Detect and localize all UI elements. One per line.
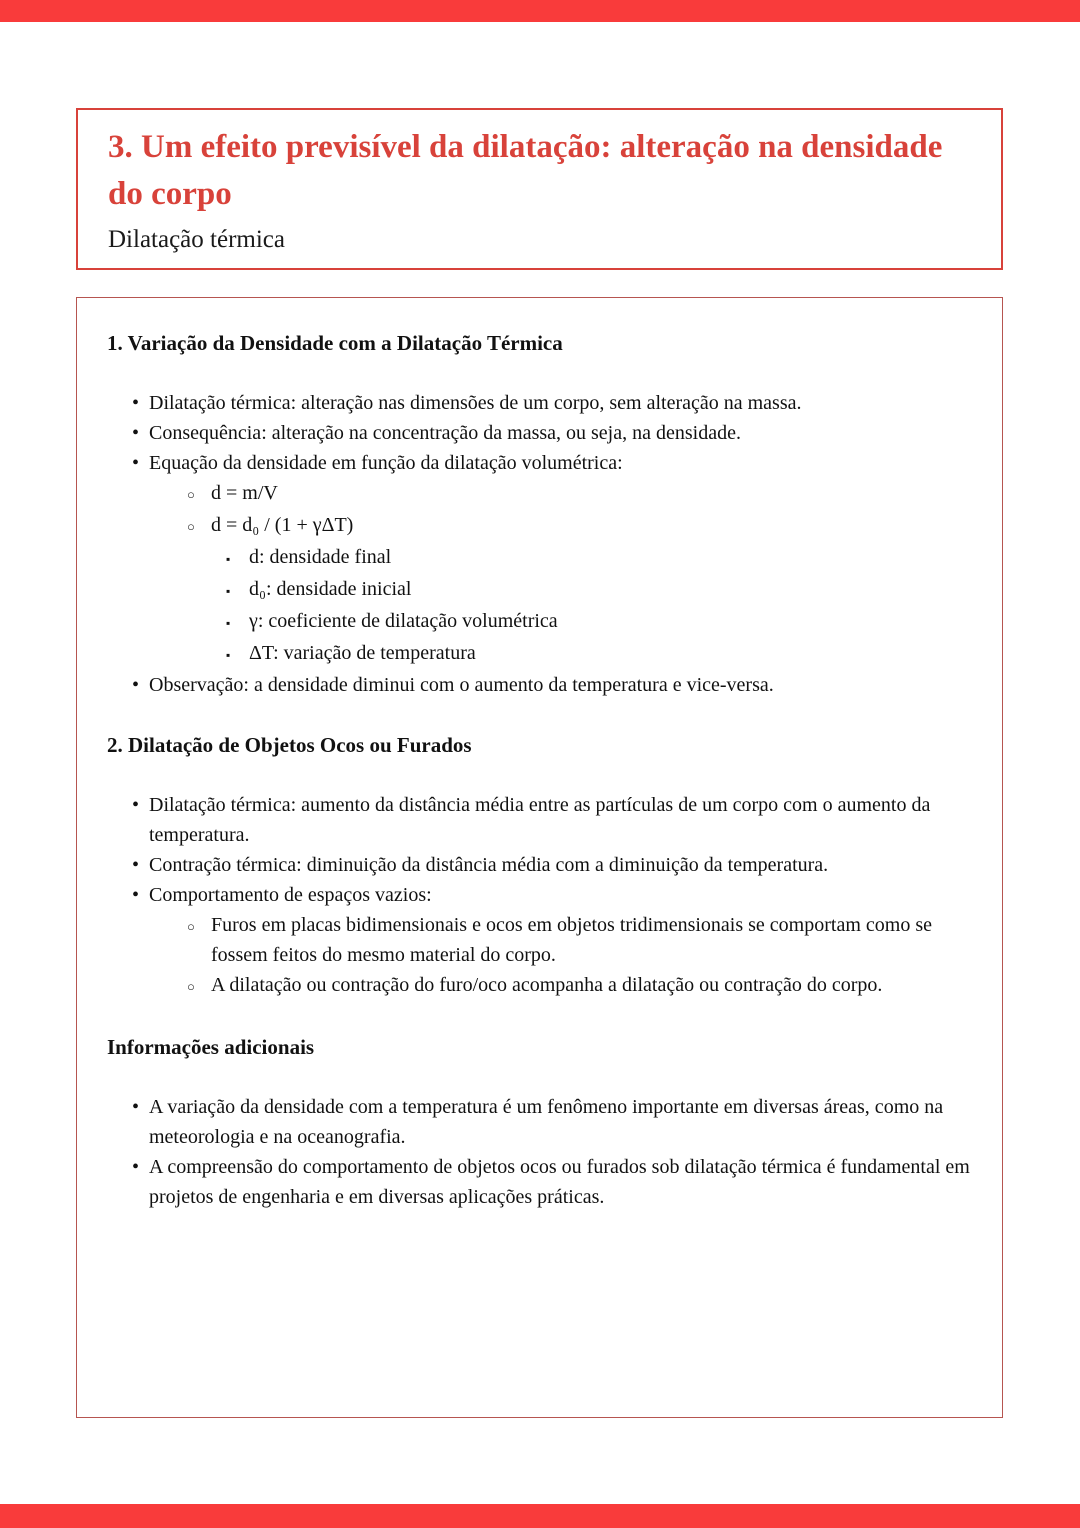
list-item-text: d = m/V bbox=[211, 482, 278, 504]
list-item-text: A compreensão do comportamento de objetos ocos ou furados sob dilatação térmica é fundamental em projetos de engenharia e em diversas aplicações práticas. bbox=[149, 1156, 970, 1208]
bullet-list bbox=[107, 388, 972, 700]
list-item bbox=[107, 790, 972, 850]
bullet-list bbox=[107, 790, 972, 1002]
list-item-text: Observação: a densidade diminui com o aumento da temperatura e vice-versa. bbox=[149, 674, 774, 696]
list-item bbox=[107, 606, 972, 638]
list-item bbox=[107, 670, 972, 700]
page-subtitle: Dilatação térmica bbox=[108, 226, 285, 253]
section-heading-2: 2. Dilatação de Objetos Ocos ou Furados bbox=[107, 733, 472, 757]
list-item-text: d: densidade final bbox=[249, 546, 392, 568]
bullet-disc-icon: • bbox=[132, 854, 140, 876]
bullet-square-icon: ▪ bbox=[226, 552, 231, 566]
list-item bbox=[107, 910, 972, 970]
section-heading-1: 1. Variação da Densidade com a Dilatação Térmica bbox=[107, 331, 563, 355]
list-item-text: Dilatação térmica: aumento da distância média entre as partículas de um corpo com o aumento da temperatura. bbox=[149, 794, 931, 846]
bullet-disc-icon: • bbox=[132, 1096, 140, 1118]
list-item-text: A variação da densidade com a temperatura é um fenômeno importante em diversas áreas, como na meteorologia e na oceanografia. bbox=[149, 1096, 944, 1148]
bullet-disc-icon: • bbox=[132, 674, 140, 696]
bullet-disc-icon: • bbox=[132, 884, 140, 906]
page-title: 3. Um efeito previsível da dilatação: alteração na densidade do corpo bbox=[108, 129, 943, 212]
bullet-disc-icon: • bbox=[132, 422, 140, 444]
bullet-square-icon: ▪ bbox=[226, 648, 231, 662]
list-item bbox=[107, 510, 972, 542]
list-item-text: ΔT: variação de temperatura bbox=[249, 642, 476, 664]
list-item bbox=[107, 418, 972, 448]
list-item bbox=[107, 1152, 972, 1212]
list-item bbox=[107, 880, 972, 910]
top-red-bar bbox=[0, 0, 1080, 22]
list-item-text: Comportamento de espaços vazios: bbox=[149, 884, 432, 906]
list-item bbox=[107, 478, 972, 510]
list-item bbox=[107, 448, 972, 478]
list-item bbox=[107, 970, 972, 1002]
bullet-list bbox=[107, 1092, 972, 1212]
list-item-text: Contração térmica: diminuição da distância média com a diminuição da temperatura. bbox=[149, 854, 829, 876]
list-item bbox=[107, 542, 972, 574]
bullet-square-icon: ▪ bbox=[226, 584, 231, 598]
bullet-circle-icon: ○ bbox=[187, 487, 195, 502]
bullet-circle-icon: ○ bbox=[187, 519, 195, 534]
bullet-disc-icon: • bbox=[132, 392, 140, 414]
list-item bbox=[107, 638, 972, 670]
bullet-disc-icon: • bbox=[132, 794, 140, 816]
list-item bbox=[107, 574, 972, 606]
bullet-disc-icon: • bbox=[132, 1156, 140, 1178]
list-item-text: Dilatação térmica: alteração nas dimensões de um corpo, sem alteração na massa. bbox=[149, 392, 802, 414]
bullet-circle-icon: ○ bbox=[187, 979, 195, 994]
list-item-text: Consequência: alteração na concentração da massa, ou seja, na densidade. bbox=[149, 422, 741, 444]
list-item-text: d = d₀ / (1 + γΔT) bbox=[211, 514, 354, 536]
bottom-red-bar bbox=[0, 1504, 1080, 1528]
bullet-square-icon: ▪ bbox=[226, 616, 231, 630]
list-item bbox=[107, 850, 972, 880]
bullet-circle-icon: ○ bbox=[187, 919, 195, 934]
list-item-text: d₀: densidade inicial bbox=[249, 578, 412, 600]
list-item bbox=[107, 1092, 972, 1152]
list-item bbox=[107, 388, 972, 418]
list-item-text: A dilatação ou contração do furo/oco acompanha a dilatação ou contração do corpo. bbox=[211, 974, 883, 996]
title-box bbox=[76, 108, 1003, 270]
list-item-text: Equação da densidade em função da dilatação volumétrica: bbox=[149, 452, 623, 474]
section-heading-3: Informações adicionais bbox=[107, 1035, 315, 1059]
content-box bbox=[76, 297, 1003, 1418]
list-item-text: Furos em placas bidimensionais e ocos em objetos tridimensionais se comportam como se fossem feitos do mesmo material do corpo. bbox=[211, 914, 932, 966]
list-item-text: γ: coeficiente de dilatação volumétrica bbox=[249, 610, 558, 632]
bullet-disc-icon: • bbox=[132, 452, 140, 474]
